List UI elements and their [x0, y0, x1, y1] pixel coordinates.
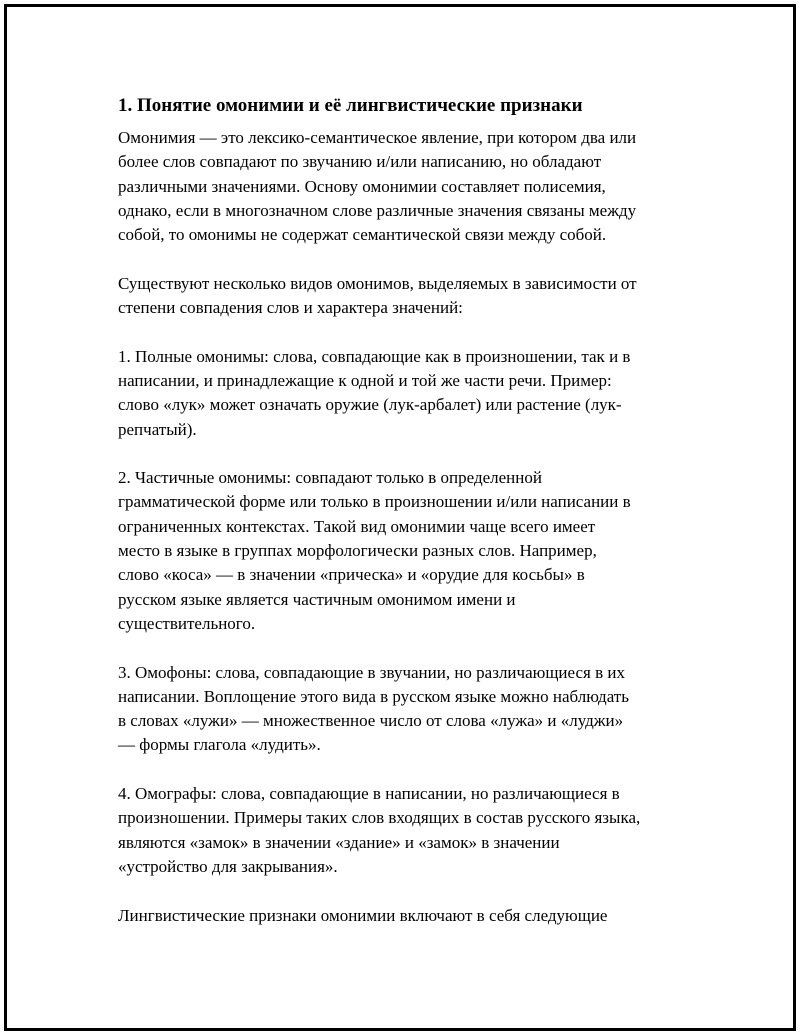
paragraph-definition: Омонимия — это лексико-семантическое явление, при котором два или более слов совпадают по звучанию и/или написанию, но обладают различными значениями. Основу омонимии составляет полисемия, однако, если в многозначном слове различные значения связаны между собой, то омонимы не содержат семантической связи между собой. — [118, 128, 637, 245]
document-body — [118, 92, 698, 928]
paragraph-types-intro: Существуют несколько видов омонимов, выделяемых в зависимости от степени совпадения слов и характера значений: — [118, 273, 637, 318]
paragraph-full-homonyms: 1. Полные омонимы: слова, совпадающие как в произношении, так и в написании, и принадлежащие к одной и той же части речи. Пример: слово «лук» может означать оружие (лук-арбалет) или растение (лук- репчатый). — [118, 346, 631, 439]
paragraph-partial-homonyms: 2. Частичные омонимы: совпадают только в определенной грамматической форме или только в произношении и/или написании в ограниченных контекстах. Такой вид омонимии чаще всего имеет место в языке в группах морфологически разных слов. Например, слово «коса» — в значении «прическа» и «орудие для косьбы» в русском языке является частичным омонимом имени и существительного. — [118, 468, 631, 633]
paragraph-homographs: 4. Омографы: слова, совпадающие в написании, но различающиеся в произношении. Примеры таких слов входящих в состав русского языка, являются «замок» в значении «здание» и «замок» в значении «устройство для закрывания». — [118, 784, 641, 876]
paragraph-homophones: 3. Омофоны: слова, совпадающие в звучании, но различающиеся в их написании. Воплощение этого вида в русском языке можно наблюдать в словах «лужи» — множественное число от слова «лужа» и «луджи» — формы глагола «лудить». — [118, 662, 629, 755]
paragraph-linguistic-features: Лингвистические признаки омонимии включают в себя следующие — [118, 905, 608, 925]
section-heading: 1. Понятие омонимии и её лингвистические признаки — [118, 95, 583, 116]
